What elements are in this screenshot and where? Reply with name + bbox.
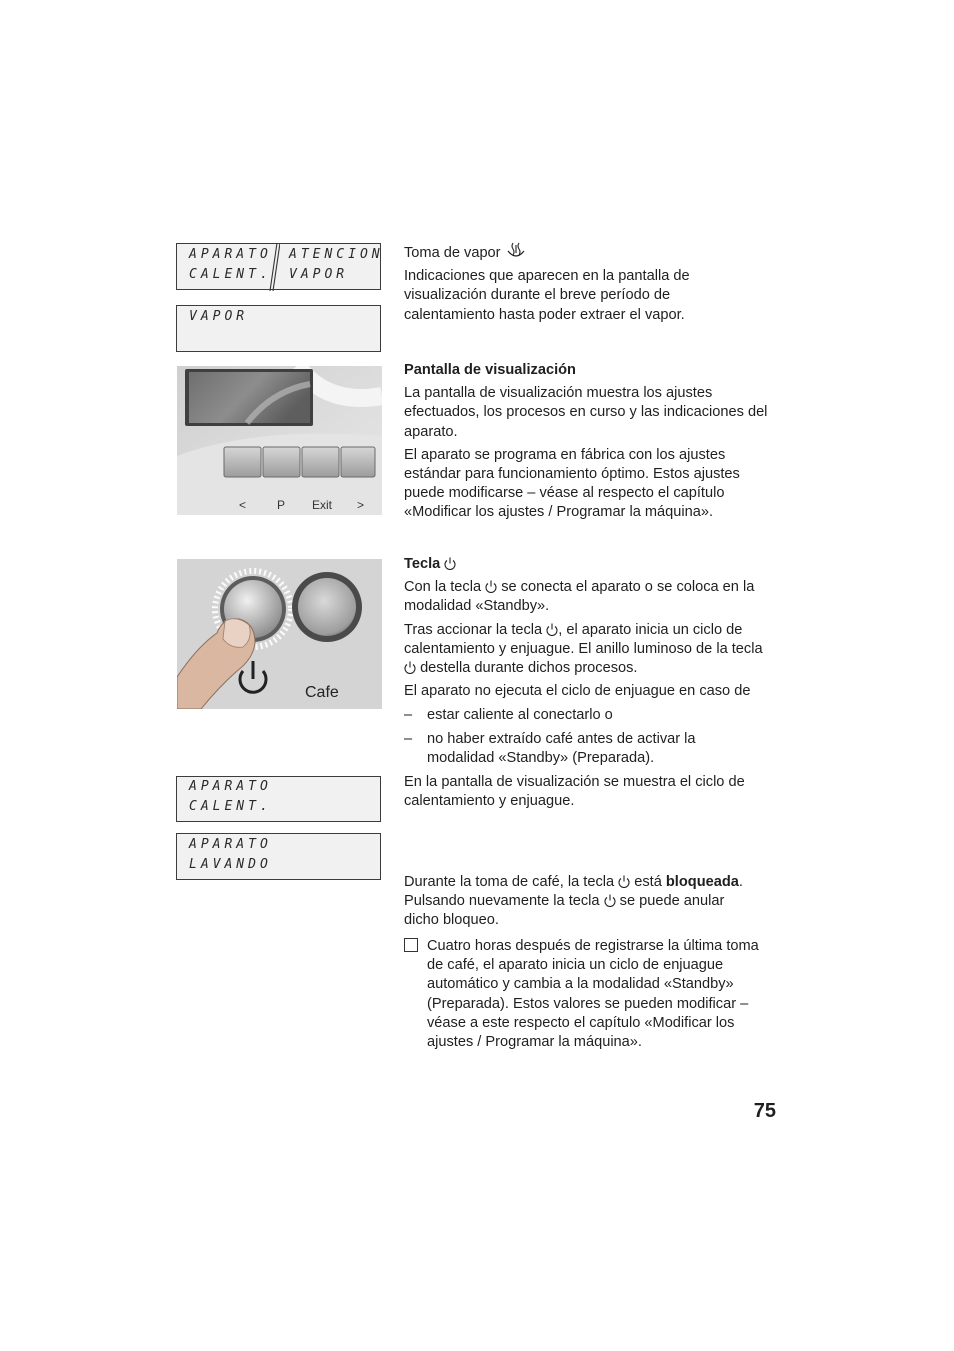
display-panel-illustration — [177, 366, 382, 515]
lcd-line: ATENCION — [289, 247, 384, 262]
key-section — [404, 555, 776, 701]
power-button-illustration — [177, 559, 382, 709]
panel-label-right: > — [357, 498, 365, 512]
bullet-dash: – — [404, 707, 413, 723]
lcd-heating — [176, 776, 381, 822]
key-paragraph: En la pantalla de visualización se muestra el ciclo de calentamiento y enjuague. — [404, 774, 745, 810]
cafe-label: Cafe — [305, 684, 339, 701]
steam-icon — [505, 241, 527, 259]
lcd-line: VAPOR — [189, 309, 249, 324]
locked-word: bloqueada — [665, 874, 739, 890]
display-paragraph: El aparato se programa en fábrica con los ajustes estándar para funcionamiento óptimo. Estos ajustes puede modificarse – véase al respecto el capítulo «Modificar los ajustes / Programar la máquina». — [404, 446, 740, 521]
display-heading: Pantalla de visualización — [404, 362, 576, 378]
power-button-photo — [177, 559, 382, 709]
lcd-line: APARATO — [189, 779, 272, 794]
display-paragraph: La pantalla de visualización muestra los ajustes efectuados, los procesos en curso y las indicaciones del aparato. — [404, 385, 768, 440]
steam-section — [404, 241, 776, 325]
lcd-line: CALENT. — [189, 267, 272, 282]
lcd-line: VAPOR — [289, 267, 349, 282]
key-paragraph: El aparato no ejecuta el ciclo de enjuague en caso de — [404, 683, 751, 700]
panel-label-exit: Exit — [312, 498, 333, 512]
lcd-line: APARATO — [189, 247, 272, 262]
lcd-line: APARATO — [189, 837, 272, 852]
page-number: 75 — [753, 1100, 776, 1122]
screen-separator — [266, 243, 280, 291]
panel-label-left: < — [239, 498, 247, 512]
lcd-vapor — [176, 305, 381, 352]
lcd-rinsing — [176, 833, 381, 880]
power-icon — [546, 623, 558, 636]
steam-body: Indicaciones que aparecen en la pantalla de visualización durante el breve período de calentamiento hasta poder extraer el vapor. — [404, 268, 690, 323]
lcd-line: CALENT. — [189, 799, 272, 814]
bullet-item: estar caliente al conectarlo o — [427, 707, 613, 723]
panel-label-p: P — [277, 498, 286, 512]
key-heading: Tecla — [404, 555, 776, 574]
display-panel-photo — [177, 366, 382, 515]
power-icon — [618, 875, 630, 888]
power-icon — [604, 894, 616, 907]
key-paragraph: Con la tecla se conecta el aparato o se coloca en la modalidad «Standby». — [404, 579, 755, 615]
note-checkbox-icon — [404, 938, 418, 952]
power-icon — [404, 661, 416, 674]
lcd-steam-warning — [176, 243, 384, 290]
key-lock-paragraph: Durante la toma de café, la tecla está bloqueada. Pulsando nuevamente la tecla se puede anular dicho bloqueo. — [404, 874, 743, 929]
note-paragraph: Cuatro horas después de registrarse la última toma de café, el aparato inicia un ciclo de enjuague automático y cambia a la modalidad «Standby» (Preparada). Estos valores se pueden modificar – véase a este respecto el capítulo «Modificar los ajustes / Programar la máquina». — [427, 938, 759, 1051]
power-icon — [485, 580, 497, 593]
bullet-item: no haber extraído café antes de activar la modalidad «Standby» (Preparada). — [427, 731, 696, 767]
key-paragraph: Tras accionar la tecla , el aparato inicia un ciclo de calentamiento y enjuague. El anillo luminoso de la tecla destella durante dichos procesos. — [404, 621, 763, 677]
bullet-dash: – — [404, 731, 413, 747]
power-icon — [444, 557, 456, 570]
lcd-line: LAVANDO — [189, 857, 272, 872]
display-section — [404, 361, 776, 523]
steam-heading: Toma de vapor — [404, 241, 776, 263]
